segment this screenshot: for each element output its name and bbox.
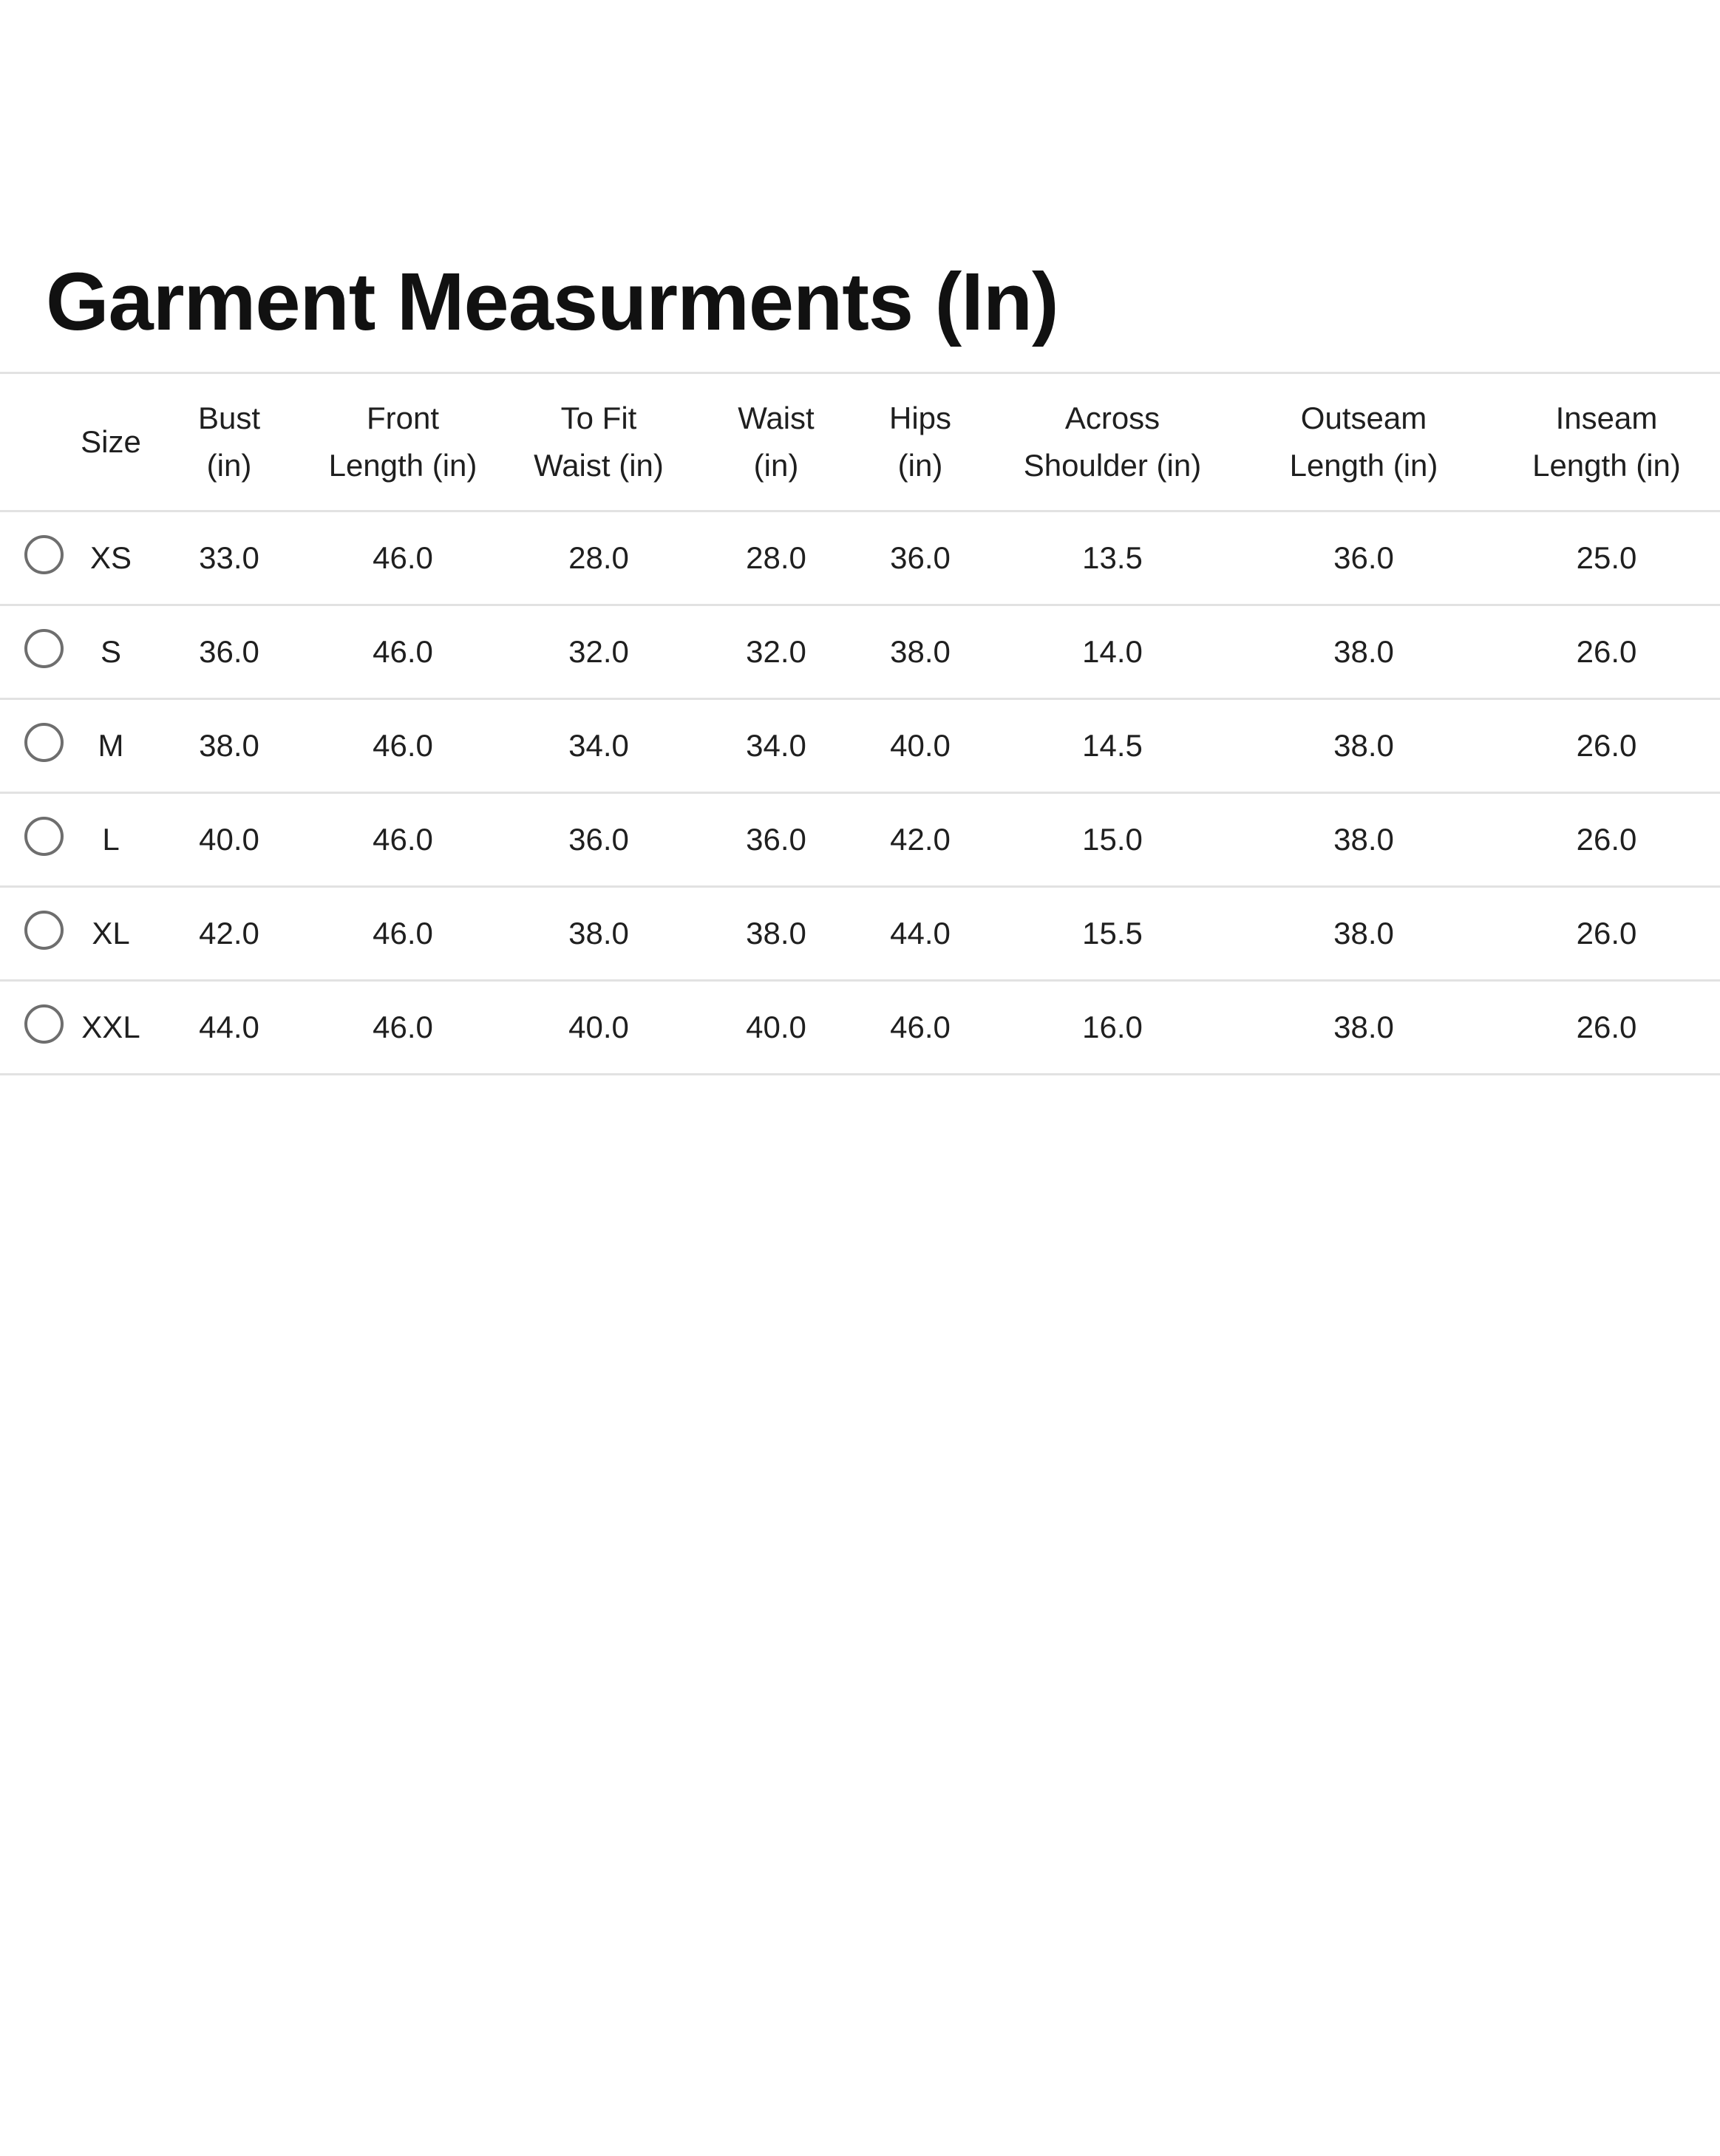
size-table-body [0,511,1720,1075]
table-row [0,605,1720,699]
radio-column-header [0,373,74,511]
measurement-value: 26.0 [1576,728,1637,763]
column-header-inseam-length: Inseam Length (in) [1532,401,1681,483]
measurement-value: 46.0 [373,728,433,763]
size-radio-l[interactable] [24,817,64,856]
size-radio-xs[interactable] [24,535,64,574]
radio-cell [0,511,74,605]
measurement-value: 44.0 [199,1010,259,1044]
table-row [0,887,1720,981]
measurement-value: 33.0 [199,540,259,575]
size-label: XL [92,916,130,951]
measurement-value: 38.0 [1333,634,1394,669]
measurement-value: 26.0 [1576,634,1637,669]
measurement-value: 26.0 [1576,822,1637,857]
measurement-value: 38.0 [199,728,259,763]
measurement-value: 46.0 [373,916,433,951]
measurement-value: 46.0 [890,1010,951,1044]
size-label: L [102,822,120,857]
measurement-value: 32.0 [746,634,806,669]
measurement-value: 25.0 [1576,540,1637,575]
measurement-value: 38.0 [1333,822,1394,857]
column-header-size: Size [81,424,141,459]
column-header-front-length: Front Length (in) [328,401,477,483]
table-row [0,981,1720,1075]
measurement-value: 14.0 [1082,634,1143,669]
measurement-value: 38.0 [1333,1010,1394,1044]
size-radio-xxl[interactable] [24,1004,64,1044]
measurement-value: 40.0 [199,822,259,857]
measurement-value: 28.0 [746,540,806,575]
measurement-value: 15.0 [1082,822,1143,857]
radio-cell [0,887,74,981]
column-header-outseam-length: Outseam Length (in) [1289,401,1438,483]
garment-measurements-table [0,372,1720,1075]
size-radio-s[interactable] [24,629,64,668]
measurement-value: 46.0 [373,822,433,857]
table-row [0,511,1720,605]
measurement-value: 36.0 [1333,540,1394,575]
size-radio-xl[interactable] [24,911,64,950]
measurement-value: 28.0 [568,540,629,575]
measurement-value: 36.0 [568,822,629,857]
size-radio-m[interactable] [24,723,64,762]
table-row [0,699,1720,793]
measurement-value: 34.0 [746,728,806,763]
table-header-row [0,373,1720,511]
measurement-value: 40.0 [746,1010,806,1044]
measurement-value: 38.0 [746,916,806,951]
column-header-bust: Bust (in) [197,401,261,483]
table-row [0,793,1720,887]
measurement-value: 46.0 [373,634,433,669]
radio-cell [0,981,74,1075]
size-label: M [98,728,124,763]
measurement-value: 46.0 [373,540,433,575]
size-label: XXL [81,1010,140,1044]
column-header-to-fit-waist: To Fit Waist (in) [534,401,664,483]
measurement-value: 26.0 [1576,1010,1637,1044]
measurement-value: 36.0 [890,540,951,575]
measurement-value: 40.0 [890,728,951,763]
measurement-value: 44.0 [890,916,951,951]
radio-cell [0,793,74,887]
column-header-across-shoulder: Across Shoulder (in) [1023,401,1202,483]
radio-cell [0,699,74,793]
size-label: S [100,634,121,669]
measurement-value: 36.0 [746,822,806,857]
measurement-value: 38.0 [568,916,629,951]
page-title: Garment Measurments (In) [46,256,1058,347]
measurement-value: 38.0 [1333,728,1394,763]
measurement-value: 46.0 [373,1010,433,1044]
measurement-value: 42.0 [199,916,259,951]
measurement-value: 14.5 [1082,728,1143,763]
measurement-value: 38.0 [1333,916,1394,951]
measurement-value: 38.0 [890,634,951,669]
measurement-value: 40.0 [568,1010,629,1044]
size-table [0,372,1720,1075]
measurement-value: 36.0 [199,634,259,669]
measurement-value: 26.0 [1576,916,1637,951]
radio-cell [0,605,74,699]
measurement-value: 15.5 [1082,916,1143,951]
measurement-value: 16.0 [1082,1010,1143,1044]
measurement-value: 32.0 [568,634,629,669]
measurement-value: 34.0 [568,728,629,763]
measurement-value: 42.0 [890,822,951,857]
measurement-value: 13.5 [1082,540,1143,575]
size-label: XS [89,540,132,575]
column-header-hips: Hips (in) [888,401,952,483]
column-header-waist: Waist (in) [738,401,815,483]
